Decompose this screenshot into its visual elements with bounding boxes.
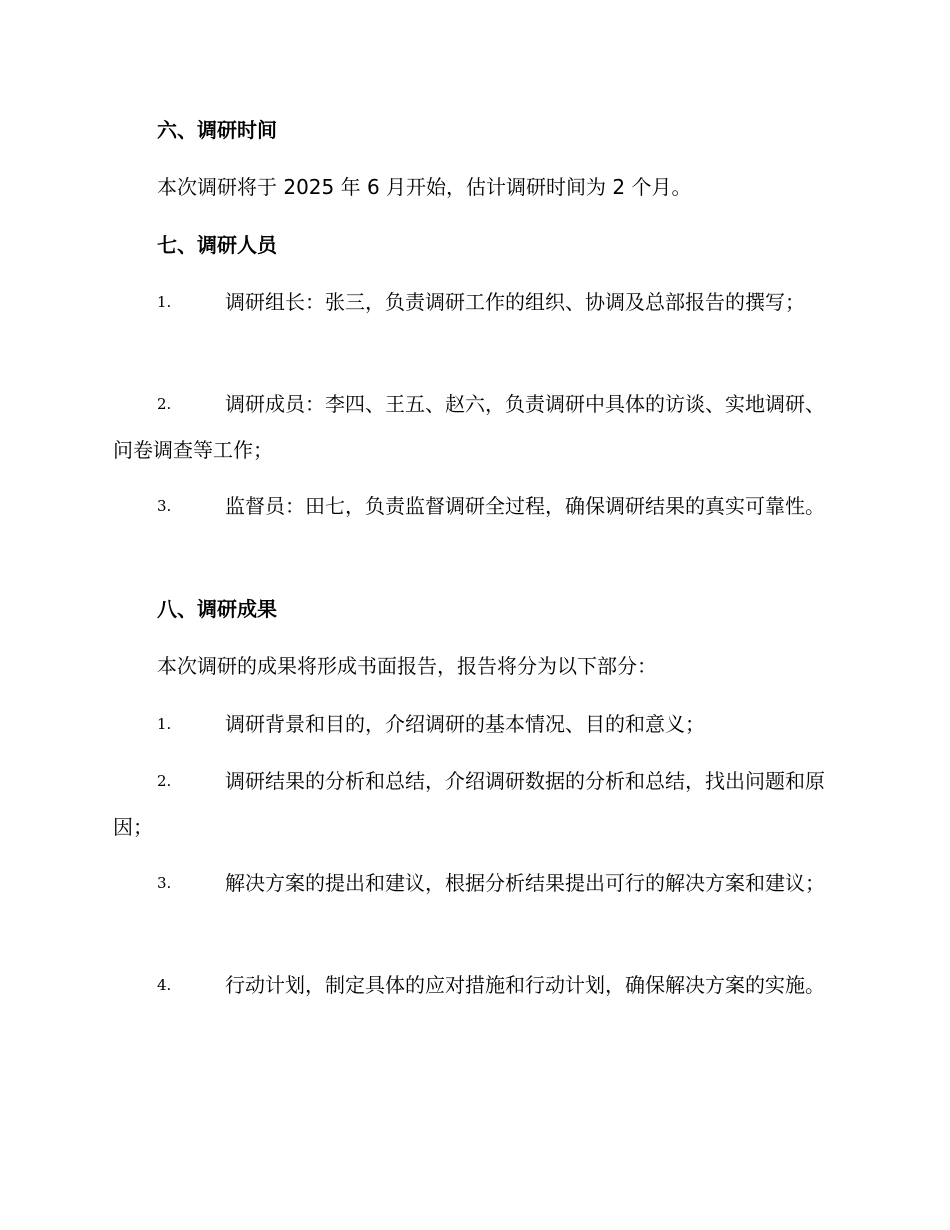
list-item: [113, 279, 835, 325]
results-paragraph: 本次调研的成果将形成书面报告，报告将分为以下部分：: [157, 654, 657, 678]
list-item: [113, 483, 835, 529]
list-item-text: 调研结果的分析和总结，介绍调研数据的分析和总结，找出问题和原因；: [113, 769, 825, 839]
list-number: 3.: [157, 497, 172, 515]
list-item-text: 调研背景和目的，介绍调研的基本情况、目的和意义；: [225, 712, 705, 736]
list-number: 4.: [157, 976, 172, 994]
list-item-text: 监督员：田七，负责监督调研全过程，确保调研结果的真实可靠性。: [225, 494, 825, 518]
schedule-paragraph: 本次调研将于 2025 年 6 月开始，估计调研时间为 2 个月。: [157, 175, 692, 199]
section-heading-results: 八、调研成果: [157, 597, 277, 621]
list-number: 1.: [157, 293, 172, 311]
list-item-text: 调研组长：张三，负责调研工作的组织、协调及总部报告的撰写；: [225, 290, 805, 314]
list-item-text: 调研成员：李四、王五、赵六，负责调研中具体的访谈、实地调研、问卷调查等工作；: [113, 392, 825, 462]
list-item: [113, 758, 835, 850]
list-number: 3.: [157, 874, 172, 892]
section-heading-personnel: 七、调研人员: [157, 233, 277, 257]
list-number: 2.: [157, 395, 172, 413]
list-number: 2.: [157, 772, 172, 790]
list-item: [113, 860, 835, 906]
list-item-text: 解决方案的提出和建议，根据分析结果提出可行的解决方案和建议；: [225, 871, 825, 895]
list-item: [113, 381, 835, 473]
list-number: 1.: [157, 715, 172, 733]
list-item: [113, 701, 835, 747]
section-heading-schedule: 六、调研时间: [157, 118, 277, 142]
list-item: [113, 962, 835, 1008]
list-item-text: 行动计划，制定具体的应对措施和行动计划，确保解决方案的实施。: [225, 973, 825, 997]
